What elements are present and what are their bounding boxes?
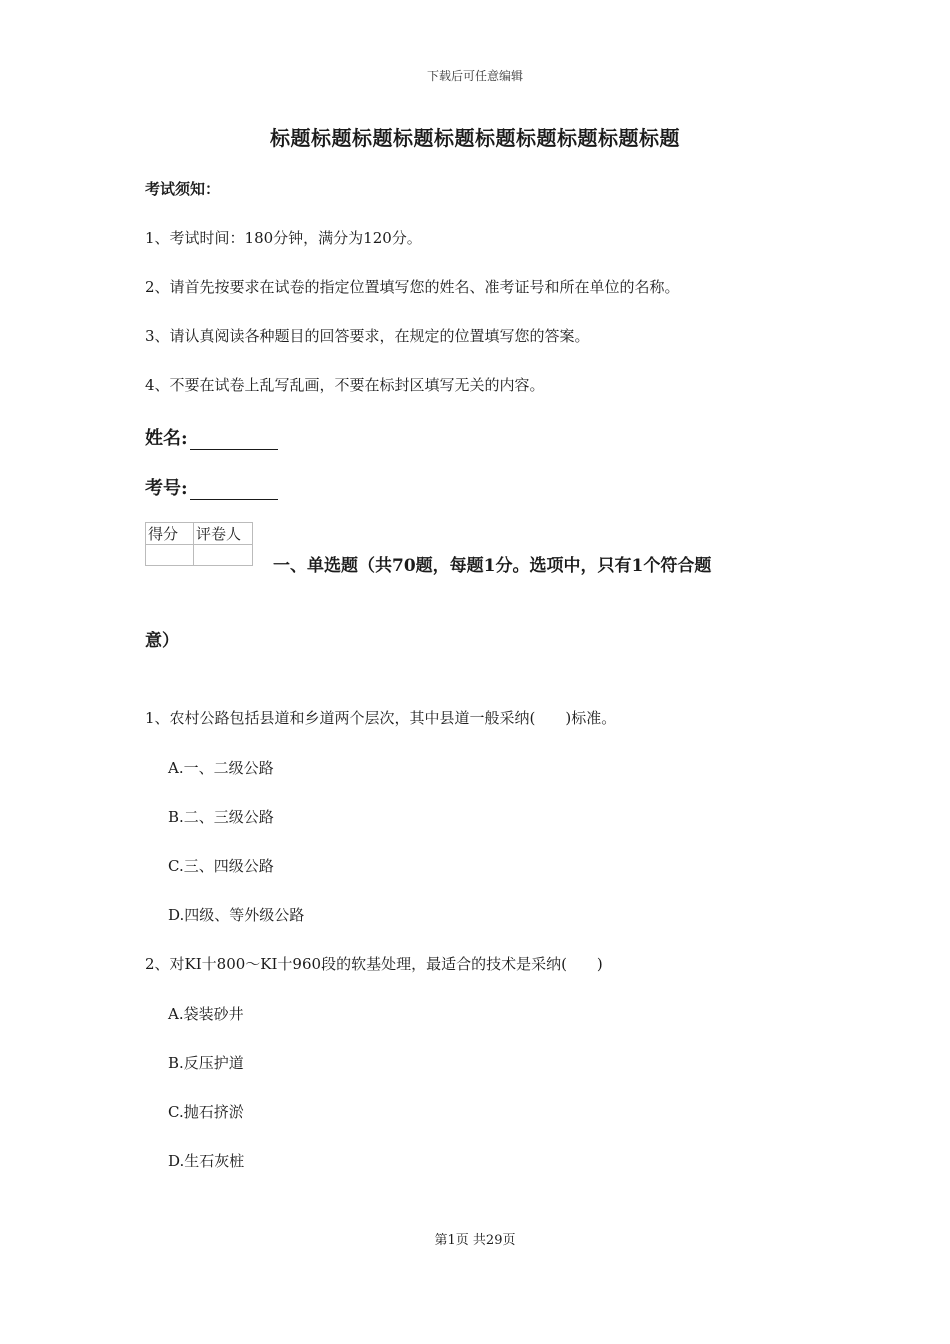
question-option: B.二、三级公路 [168, 808, 274, 826]
instructions-heading: 考试须知： [145, 180, 221, 198]
grader-header: 评卷人 [194, 523, 253, 545]
score-header: 得分 [146, 523, 194, 545]
question-option: B.反压护道 [168, 1054, 244, 1072]
question-stem: 2、对KI十800～KI十960段的软基处理，最适合的技术是采纳( ) [145, 955, 603, 973]
header-note: 下载后可任意编辑 [426, 69, 523, 83]
instruction-item: 1、考试时间：180分钟，满分为120分。 [145, 229, 422, 247]
document-title: 标题标题标题标题标题标题标题标题标题标题 [270, 126, 680, 150]
score-table [145, 522, 253, 566]
question-option: C.三、四级公路 [168, 857, 274, 875]
id-field [145, 474, 278, 500]
question-option: D.四级、等外级公路 [168, 906, 305, 924]
instruction-item: 4、不要在试卷上乱写乱画，不要在标封区填写无关的内容。 [145, 376, 545, 394]
grader-cell [194, 545, 253, 566]
section-heading-cont: 意） [145, 631, 179, 651]
page-footer: 第1页 共29页 [434, 1233, 516, 1248]
question-option: D.生石灰桩 [168, 1152, 245, 1170]
section-heading: 一、单选题（共70题，每题1分。选项中，只有1个符合题 [273, 556, 712, 576]
name-field [145, 424, 278, 450]
name-label: 姓名: [145, 428, 188, 449]
id-blank[interactable] [190, 481, 278, 500]
question-stem: 1、农村公路包括县道和乡道两个层次，其中县道一般采纳( )标准。 [145, 709, 617, 727]
question-option: A.袋装砂井 [168, 1005, 244, 1023]
instruction-item: 3、请认真阅读各种题目的回答要求，在规定的位置填写您的答案。 [145, 327, 590, 345]
instruction-item: 2、请首先按要求在试卷的指定位置填写您的姓名、准考证号和所在单位的名称。 [145, 278, 680, 296]
name-blank[interactable] [190, 431, 278, 450]
score-cell [146, 545, 194, 566]
id-label: 考号: [145, 478, 188, 499]
question-option: C.抛石挤淤 [168, 1103, 244, 1121]
question-option: A.一、二级公路 [168, 759, 274, 777]
